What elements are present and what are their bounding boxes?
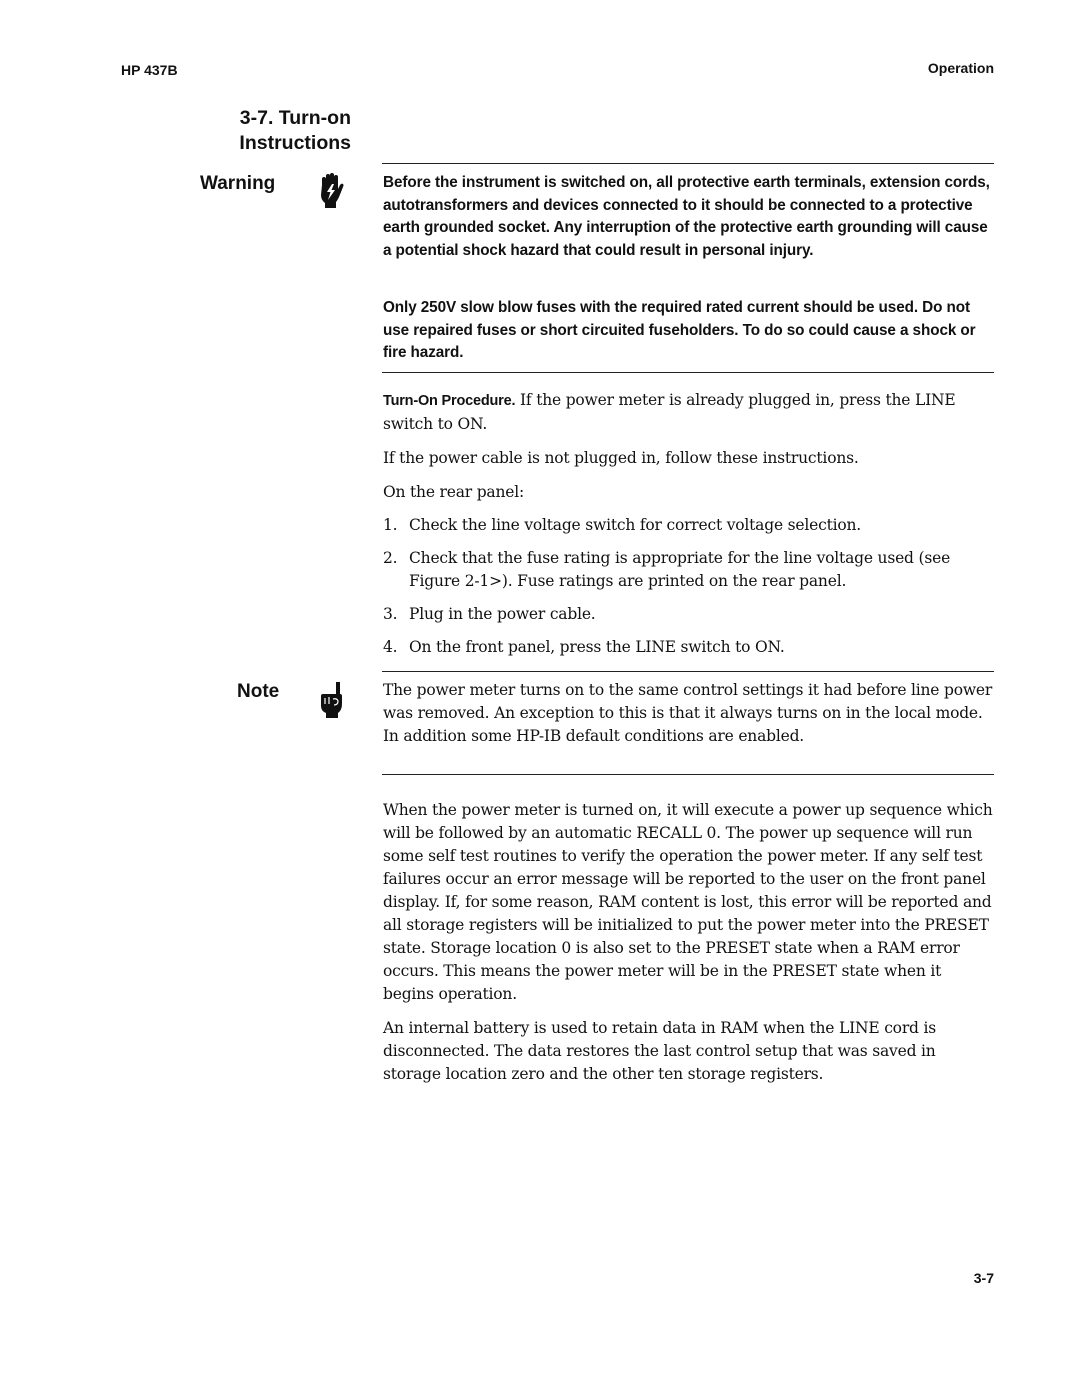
procedure-intro bbox=[383, 389, 995, 436]
step-number: 3. bbox=[383, 605, 398, 623]
step-text: Plug in the power cable. bbox=[409, 605, 596, 623]
procedure-not-plugged: If the power cable is not plugged in, follow these instructions. bbox=[383, 449, 859, 467]
procedure-rear-panel: On the rear panel: bbox=[383, 483, 524, 501]
step-text: Check that the fuse rating is appropriate for the line voltage used (see Figure 2-1>). Fuse ratings are printed on the rear panel. bbox=[409, 549, 951, 590]
note-body bbox=[383, 679, 995, 748]
warning-paragraph: Only 250V slow blow fuses with the required rated current should be used. Do not use repaired fuses or short circuited fuseholders. To do so could cause a shock or fire hazard. bbox=[383, 299, 976, 362]
page-number: 3-7 bbox=[973, 1270, 994, 1286]
note-label: Note bbox=[237, 681, 280, 702]
header-model: HP 437B bbox=[121, 62, 178, 78]
pointing-hand-icon bbox=[319, 682, 349, 716]
procedure-step bbox=[383, 636, 995, 659]
procedure-steps bbox=[383, 514, 995, 659]
procedure-step bbox=[383, 547, 995, 593]
note-text: The power meter turns on to the same control settings it had before line power was removed. An exception to this is that it always turns on in the local mode. In addition some HP-IB default conditions are enabled. bbox=[383, 681, 993, 745]
warning-label: Warning bbox=[200, 173, 276, 194]
section-title-line2: Instructions bbox=[239, 132, 351, 154]
procedure-section bbox=[383, 389, 995, 669]
warning-bottom-rule bbox=[382, 372, 994, 373]
warning-top-rule bbox=[382, 163, 994, 164]
warning-text-2 bbox=[383, 297, 995, 365]
header-chapter: Operation bbox=[927, 60, 994, 76]
step-text: On the front panel, press the LINE switch to ON. bbox=[409, 638, 785, 656]
hand-lightning-icon bbox=[316, 173, 346, 207]
section-title bbox=[180, 106, 351, 156]
body-paragraph: An internal battery is used to retain data in RAM when the LINE cord is disconnected. The data restores the last control setup that was saved in storage location zero and the other ten storage registers. bbox=[383, 1019, 936, 1083]
step-number: 2. bbox=[383, 549, 398, 567]
step-number: 1. bbox=[383, 516, 398, 534]
warning-text-1 bbox=[383, 172, 995, 262]
procedure-intro-text: If the power meter is already plugged in, press the LINE switch to ON. bbox=[383, 391, 956, 433]
procedure-run-in-heading: Turn-On Procedure. bbox=[383, 393, 516, 409]
note-top-rule bbox=[382, 671, 994, 672]
note-bottom-rule bbox=[382, 774, 994, 775]
section-title-line1: 3-7. Turn-on bbox=[239, 107, 351, 129]
step-text: Check the line voltage switch for correct voltage selection. bbox=[409, 516, 862, 534]
warning-paragraph: Before the instrument is switched on, all protective earth terminals, extension cords, autotransformers and devices connected to it should be connected to a protective earth grounded socket. Any interruption of the protective earth grounding will cause a potential shock hazard that could result in personal injury. bbox=[383, 174, 990, 259]
body-paragraph: When the power meter is turned on, it will execute a power up sequence which will be followed by an automatic RECALL 0. The power up sequence will run some self test routines to verify the operation the power meter. If any self test failures occur an error message will be reported to the user on the front panel display. If, for some reason, RAM content is lost, this error will be reported and all storage registers will be initialized to put the power meter into the PRESET state. Storage location 0 is also set to the PRESET state when a RAM error occurs. This means the power meter will be in the PRESET state when it begins operation. bbox=[383, 801, 993, 1003]
body-section bbox=[383, 799, 995, 1086]
step-number: 4. bbox=[383, 638, 398, 656]
procedure-step bbox=[383, 514, 995, 537]
procedure-step bbox=[383, 603, 995, 626]
